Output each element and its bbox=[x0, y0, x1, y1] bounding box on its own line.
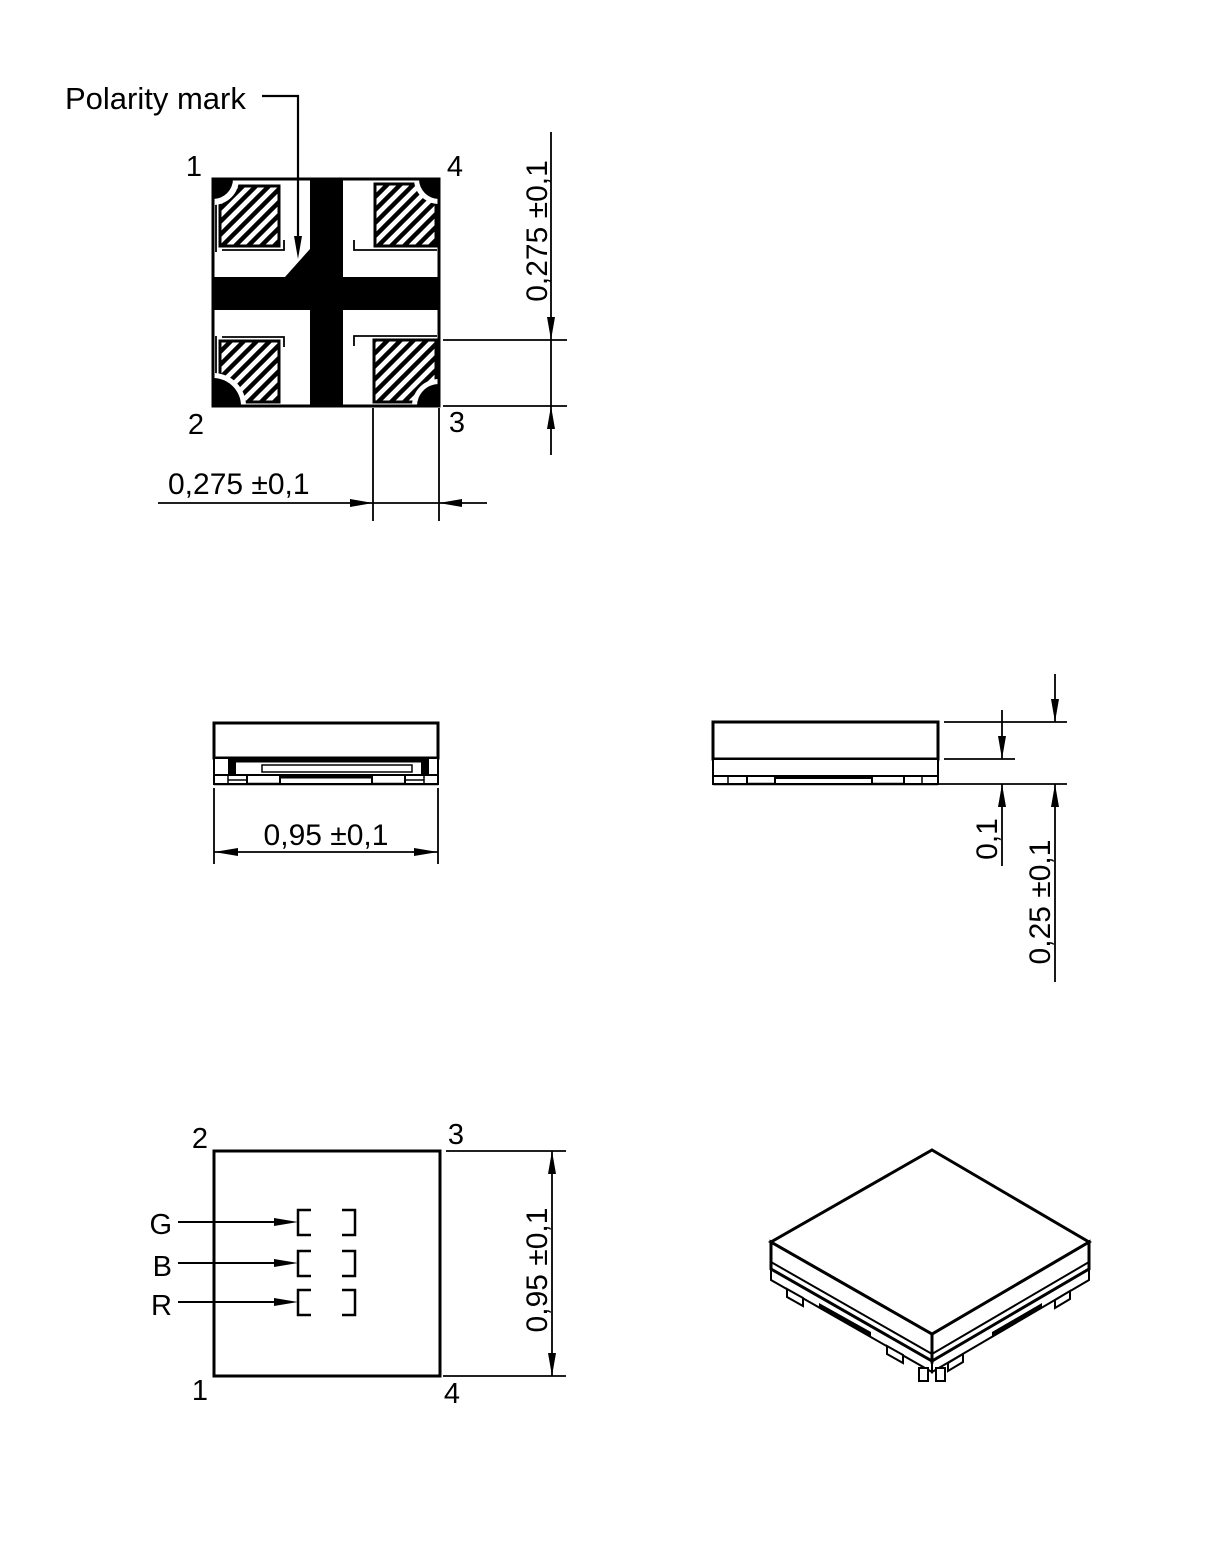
bottom-pin-1: 1 bbox=[191, 1375, 209, 1407]
side-tab-left bbox=[713, 776, 747, 784]
arrowhead-icon bbox=[547, 317, 555, 340]
channel-b-label: B bbox=[152, 1251, 172, 1283]
bottom-pin-3: 3 bbox=[447, 1119, 465, 1151]
side-body-slab bbox=[713, 722, 938, 759]
side-substrate bbox=[713, 759, 938, 776]
right-side-view bbox=[713, 674, 1067, 982]
arrowhead-icon bbox=[548, 1151, 556, 1174]
arrowhead-icon bbox=[214, 848, 238, 856]
arrowhead-icon bbox=[547, 406, 555, 429]
arrowhead-icon bbox=[998, 736, 1006, 759]
arrowhead-icon bbox=[548, 1353, 556, 1376]
top-pin-4: 4 bbox=[446, 151, 464, 183]
arrowhead-icon bbox=[998, 784, 1006, 807]
iso-corner-tab bbox=[936, 1368, 945, 1381]
front-terminal-left bbox=[228, 758, 236, 775]
bottom-dim-height-text: 0,95 ±0,1 bbox=[521, 1207, 554, 1333]
channel-g-label: G bbox=[149, 1209, 172, 1241]
iso-corner-tab bbox=[919, 1368, 928, 1381]
top-pin-3: 3 bbox=[448, 407, 466, 439]
channel-r-label: R bbox=[151, 1290, 172, 1322]
arrowhead-icon bbox=[350, 499, 373, 507]
side-dims bbox=[938, 674, 1067, 982]
front-tab-center-strip bbox=[280, 775, 372, 779]
side-tab-right bbox=[904, 776, 938, 784]
top-pin-1: 1 bbox=[185, 151, 203, 183]
top-dim-vertical-text: 0,275 ±0,1 bbox=[521, 160, 554, 302]
arrowhead-icon bbox=[1051, 784, 1059, 807]
side-dim-01-text: 0,1 bbox=[971, 818, 1004, 860]
side-tab-center-strip bbox=[775, 776, 872, 779]
front-dim-width bbox=[214, 788, 438, 864]
top-dim-horizontal-text: 0,275 ±0,1 bbox=[168, 468, 310, 501]
front-terminal-right bbox=[421, 758, 429, 775]
isometric-view bbox=[771, 1150, 1089, 1381]
bottom-dim-height bbox=[443, 1151, 566, 1376]
arrowhead-icon bbox=[414, 848, 438, 856]
top-view bbox=[65, 81, 567, 521]
bottom-view bbox=[149, 1119, 566, 1410]
polarity-label: Polarity mark bbox=[65, 81, 246, 116]
bottom-pin-4: 4 bbox=[443, 1378, 461, 1410]
front-cavity-tray bbox=[262, 765, 412, 772]
arrowhead-icon bbox=[439, 499, 462, 507]
side-dim-025-text: 0,25 ±0,1 bbox=[1024, 839, 1057, 965]
top-pin-2: 2 bbox=[187, 409, 205, 441]
front-body-slab bbox=[214, 723, 438, 758]
front-die-attach-line bbox=[235, 758, 421, 763]
bottom-pin-2: 2 bbox=[191, 1123, 209, 1155]
cross-horizontal-arm bbox=[213, 277, 439, 310]
polarity-arrowhead-icon bbox=[294, 236, 302, 259]
arrowhead-icon bbox=[1051, 699, 1059, 722]
front-dim-width-text: 0,95 ±0,1 bbox=[263, 819, 389, 852]
front-side-view bbox=[214, 723, 438, 864]
